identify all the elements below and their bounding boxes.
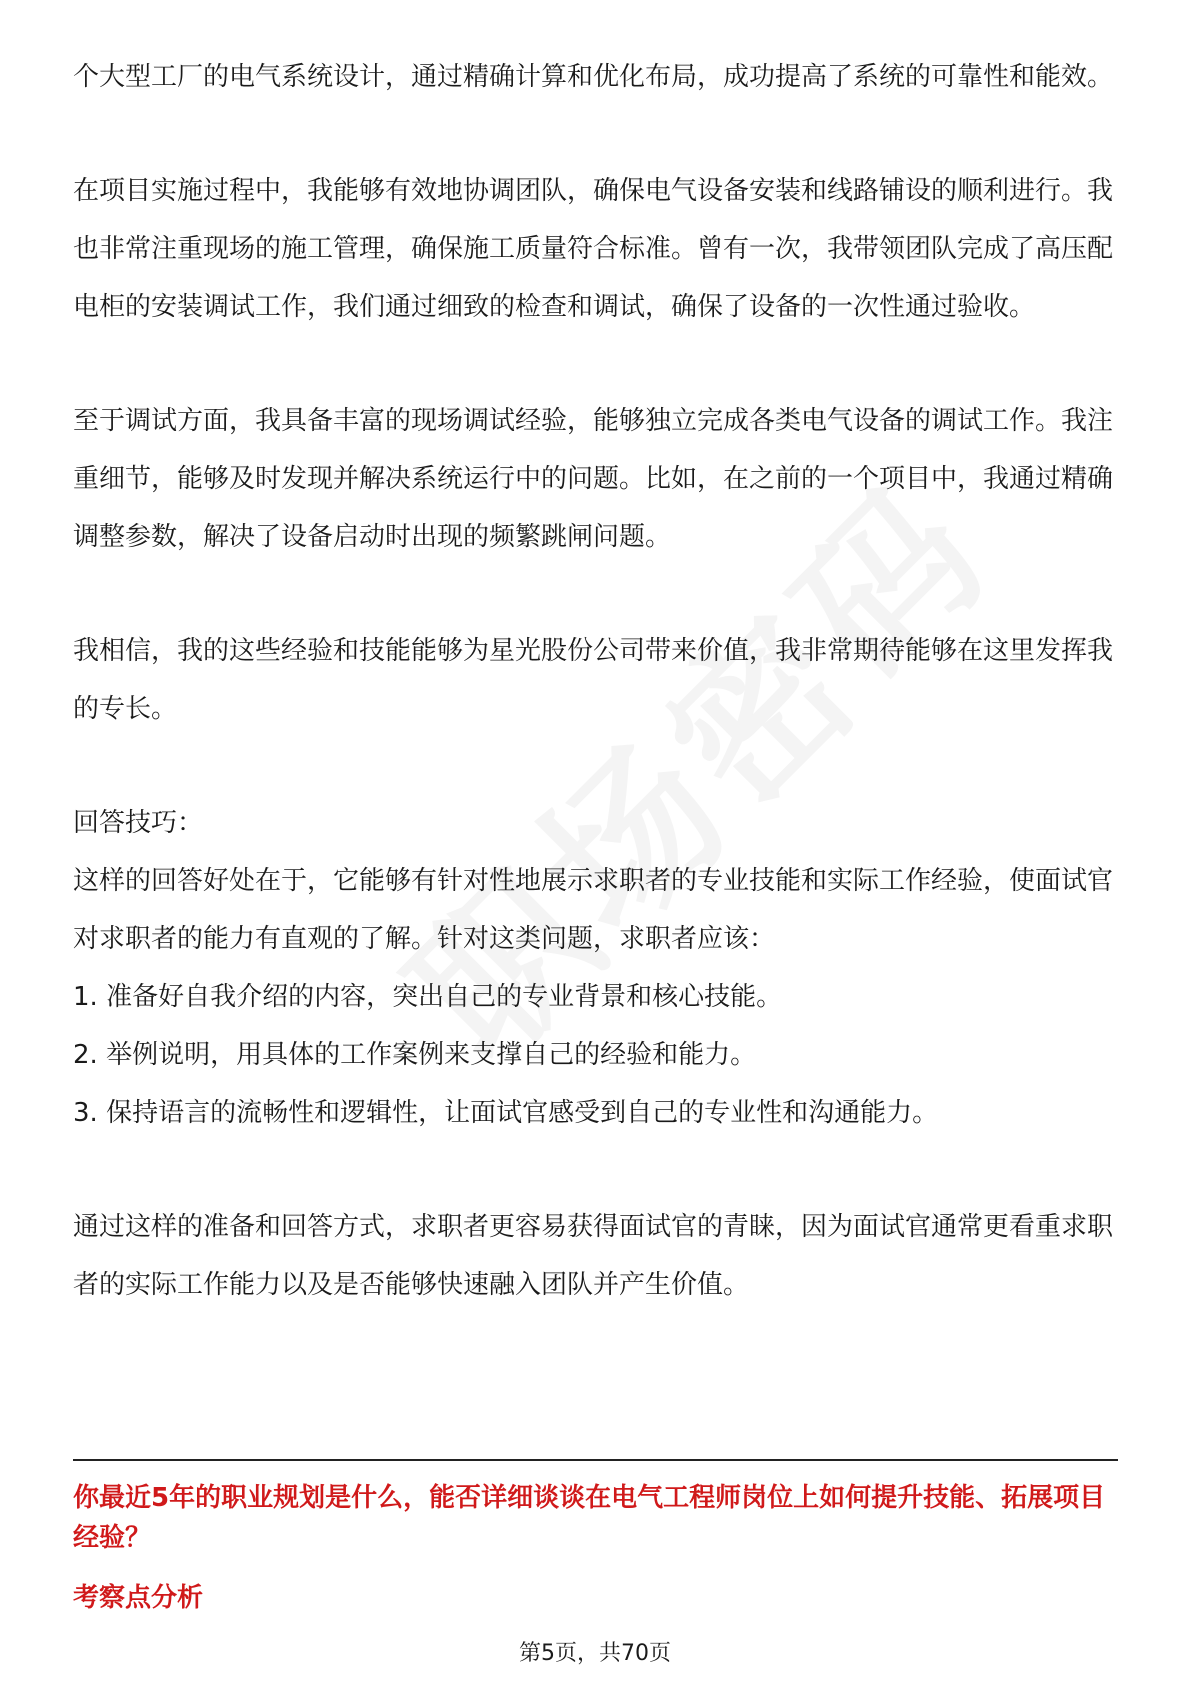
conclusion-paragraph: 通过这样的准备和回答方式，求职者更容易获得面试官的青睐，因为面试官通常更看重求职者的实际工作能力以及是否能够快速融入团队并产生价值。 <box>73 1212 1114 1300</box>
answer-tips <box>73 794 1118 1142</box>
paragraph-3: 至于调试方面，我具备丰富的现场调试经验，能够独立完成各类电气设备的调试工作。我注重细节，能够及时发现并解决系统运行中的问题。比如，在之前的一个项目中，我通过精确调整参数，解决了设备启动时出现的频繁跳闸问题。 <box>73 406 1114 552</box>
paragraph-1: 个大型工厂的电气系统设计，通过精确计算和优化布局，成功提高了系统的可靠性和能效。 <box>73 62 1114 92</box>
page-number: 第5页，共70页 <box>519 1641 671 1666</box>
interview-question: 你最近5年的职业规划是什么，能否详细谈谈在电气工程师岗位上如何提升技能、拓展项目经验？ <box>73 1483 1106 1553</box>
paragraph-4: 我相信，我的这些经验和技能能够为星光股份公司带来价值，我非常期待能够在这里发挥我的专长。 <box>73 636 1114 724</box>
tips-intro: 这样的回答好处在于，它能够有针对性地展示求职者的专业技能和实际工作经验，使面试官对求职者的能力有直观的了解。针对这类问题，求职者应该： <box>73 866 1114 954</box>
paragraph-2: 在项目实施过程中，我能够有效地协调团队，确保电气设备安装和线路铺设的顺利进行。我也非常注重现场的施工管理，确保施工质量符合标准。曾有一次，我带领团队完成了高压配电柜的安装调试工作，我们通过细致的检查和调试，确保了设备的一次性通过验收。 <box>73 176 1114 322</box>
document-body <box>73 48 1118 1370</box>
tips-title: 回答技巧： <box>73 808 204 838</box>
section-divider <box>73 1459 1118 1461</box>
analysis-heading: 考察点分析 <box>73 1583 204 1613</box>
tips-item-1: 1. 准备好自我介绍的内容，突出自己的专业背景和核心技能。 <box>73 982 783 1012</box>
tips-item-3: 3. 保持语言的流畅性和逻辑性，让面试官感受到自己的专业性和沟通能力。 <box>73 1098 939 1128</box>
tips-item-2: 2. 举例说明，用具体的工作案例来支撑自己的经验和能力。 <box>73 1040 757 1070</box>
